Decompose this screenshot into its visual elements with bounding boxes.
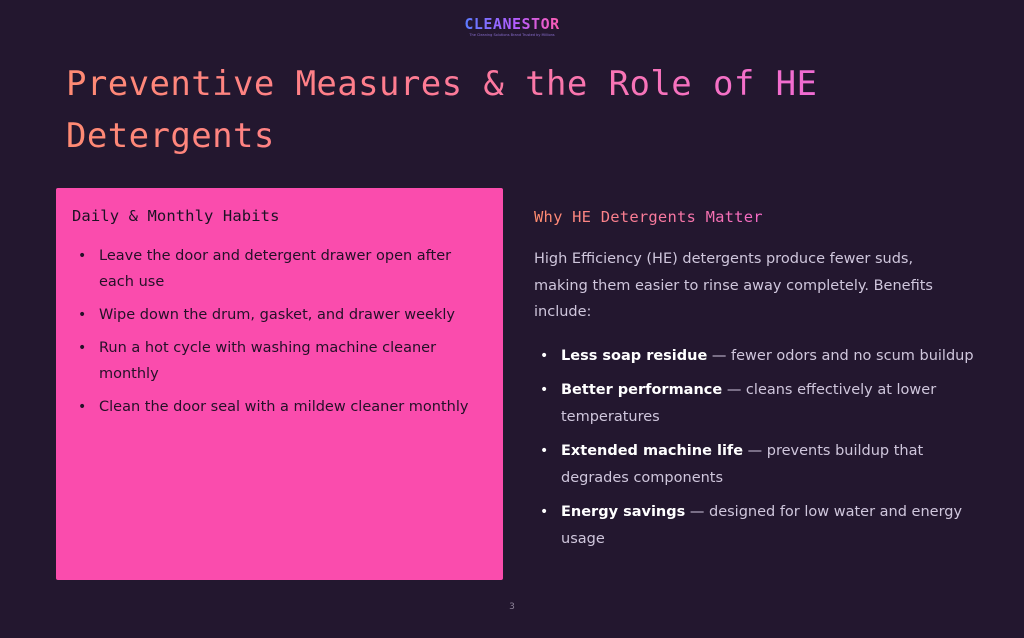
bullet-icon: • <box>540 442 549 459</box>
bullet-icon: • <box>78 248 87 264</box>
logo-wordmark: CLEANESTOR <box>464 15 560 33</box>
brand-logo <box>0 14 1024 38</box>
he-intro: High Efficiency (HE) detergents produce fewer suds, making them easier to rinse away completely. Benefits include: <box>534 251 933 320</box>
list-item <box>534 438 974 492</box>
benefit-label: Less soap residue <box>561 347 708 364</box>
list-item <box>534 343 974 370</box>
habits-card <box>56 188 503 580</box>
bullet-icon: • <box>540 381 549 398</box>
bullet-icon: • <box>78 340 87 356</box>
benefit-label: Energy savings <box>561 503 686 520</box>
habit-text: Run a hot cycle with washing machine cleaner monthly <box>99 340 437 382</box>
bullet-icon: • <box>540 347 549 364</box>
list-item <box>72 302 487 328</box>
list-item <box>534 377 974 431</box>
he-heading: Why HE Detergents Matter <box>534 204 763 230</box>
bullet-icon: • <box>540 503 549 520</box>
benefit-text: — fewer odors and no scum buildup <box>707 347 974 364</box>
habit-text: Wipe down the drum, gasket, and drawer weekly <box>99 307 455 323</box>
page-number: 3 <box>509 602 515 612</box>
benefit-text: — prevents buildup that degrades components <box>561 442 924 486</box>
benefit-label: Extended machine life <box>561 442 744 459</box>
list-item <box>72 394 487 420</box>
list-item <box>72 335 487 387</box>
benefit-text: — cleans effectively at lower temperatures <box>561 381 937 425</box>
habits-heading: Daily & Monthly Habits <box>72 207 280 225</box>
benefit-label: Better performance <box>561 381 723 398</box>
bullet-icon: • <box>78 307 87 323</box>
habit-text: Leave the door and detergent drawer open after each use <box>99 248 452 290</box>
habits-list <box>72 243 487 420</box>
habit-text: Clean the door seal with a mildew cleaner monthly <box>99 399 469 415</box>
logo-tagline: The Cleaning Solutions Brand Trusted by Millions <box>469 33 555 37</box>
benefit-text: — designed for low water and energy usage <box>561 503 963 547</box>
slide-title: Preventive Measures & the Role of HE Detergents <box>66 58 966 162</box>
list-item <box>534 499 974 553</box>
he-detergents-section <box>534 204 974 560</box>
list-item <box>72 243 487 295</box>
benefits-list <box>534 343 974 553</box>
bullet-icon: • <box>78 399 87 415</box>
